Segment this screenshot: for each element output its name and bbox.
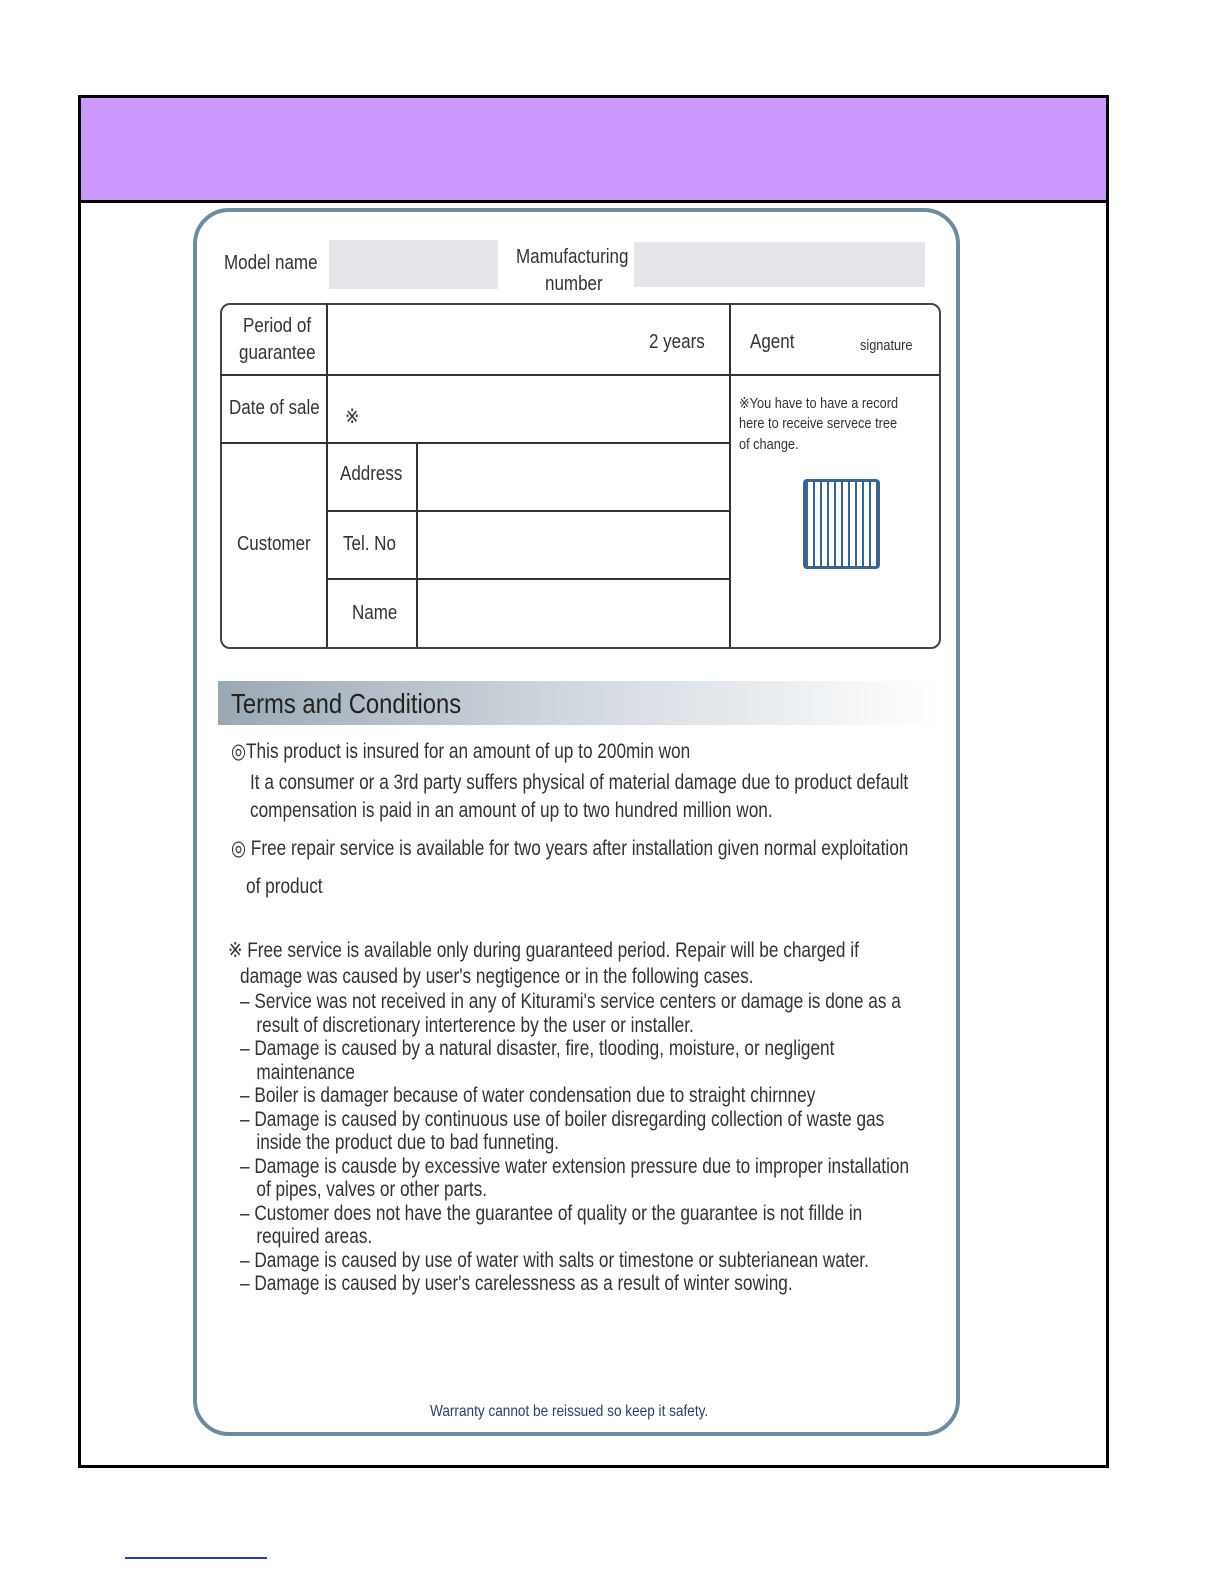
exclusion-item: inside the product due to bad funneting. xyxy=(256,1131,559,1154)
divider xyxy=(729,303,731,647)
exclusion-item: – Boiler is damager because of water condensation due to straight chirnney xyxy=(240,1084,816,1107)
name-label: Name xyxy=(352,602,398,624)
divider xyxy=(220,374,939,376)
charge-note: ※ Free service is available only during guaranteed period. Repair will be charged if xyxy=(228,939,859,962)
exclusion-item: – Damage is caused by user's carelessness as a result of winter sowing. xyxy=(240,1272,793,1295)
manufacturing-number-field[interactable] xyxy=(634,242,925,287)
signature-label: signature xyxy=(860,337,913,354)
divider xyxy=(327,510,730,512)
exclusion-item: – Damage is causde by excessive water extension pressure due to improper installation xyxy=(240,1154,910,1178)
exclusion-item: – Service was not received in any of Kiturami's service centers or damage is done as a xyxy=(240,990,901,1013)
warranty-table xyxy=(220,303,941,649)
underline-link xyxy=(125,1557,267,1559)
term-2: ◎ Free repair service is available for two years after installation given normal exploitation xyxy=(231,837,909,860)
terms-title: Terms and Conditions xyxy=(231,688,462,719)
exclusion-item: – Damage is caused by continuous use of boiler disregarding collection of waste gas xyxy=(240,1107,885,1131)
divider xyxy=(220,442,730,444)
manufacturing-label-1: Mamufacturing xyxy=(516,246,629,268)
period-label-2: guarantee xyxy=(239,342,316,364)
term-1-body: compensation is paid in an amount of up to two hundred million won. xyxy=(250,799,773,822)
agent-label: Agent xyxy=(750,331,795,353)
model-name-field[interactable] xyxy=(329,240,498,289)
company-seal-stamp xyxy=(803,479,880,569)
divider xyxy=(416,443,418,647)
note-line: ※You have to have a record xyxy=(739,395,899,412)
divider xyxy=(326,303,328,647)
customer-label: Customer xyxy=(237,533,311,555)
note-line: here to receive servece tree xyxy=(739,415,898,432)
exclusion-item: result of discretionary interterence by the user or installer. xyxy=(256,1013,694,1037)
exclusion-item: – Customer does not have the guarantee of quality or the guarantee is not fillde in xyxy=(240,1201,863,1225)
divider xyxy=(327,578,730,580)
manufacturing-label-2: number xyxy=(545,273,603,295)
term-2: of product xyxy=(246,875,323,898)
term-1-heading: ◎This product is insured for an amount of up to 200min won xyxy=(231,740,691,763)
period-label-1: Period of xyxy=(243,315,312,337)
exclusion-item: – Damage is caused by a natural disaster, fire, tlooding, moisture, or negligent xyxy=(240,1037,835,1060)
exclusion-item: – Damage is caused by use of water with salts or timestone or subterianean water. xyxy=(240,1248,869,1272)
tel-label: Tel. No xyxy=(343,533,396,555)
exclusion-list xyxy=(240,990,1056,1296)
exclusion-item: maintenance xyxy=(256,1060,356,1084)
period-value: 2 years xyxy=(649,331,705,353)
term-1-body: It a consumer or a 3rd party suffers physical of material damage due to product default xyxy=(250,771,909,794)
date-mark: ※ xyxy=(345,406,360,428)
date-of-sale-label: Date of sale xyxy=(229,397,320,419)
charge-note: damage was caused by user's negtigence or in the following cases. xyxy=(240,965,754,988)
model-name-label: Model name xyxy=(224,252,318,274)
address-label: Address xyxy=(340,463,403,485)
note-line: of change. xyxy=(739,436,799,453)
exclusion-item: required areas. xyxy=(256,1225,373,1248)
header-band xyxy=(81,98,1106,203)
footer-note: Warranty cannot be reissued so keep it safety. xyxy=(430,1403,709,1420)
exclusion-item: of pipes, valves or other parts. xyxy=(256,1178,488,1201)
